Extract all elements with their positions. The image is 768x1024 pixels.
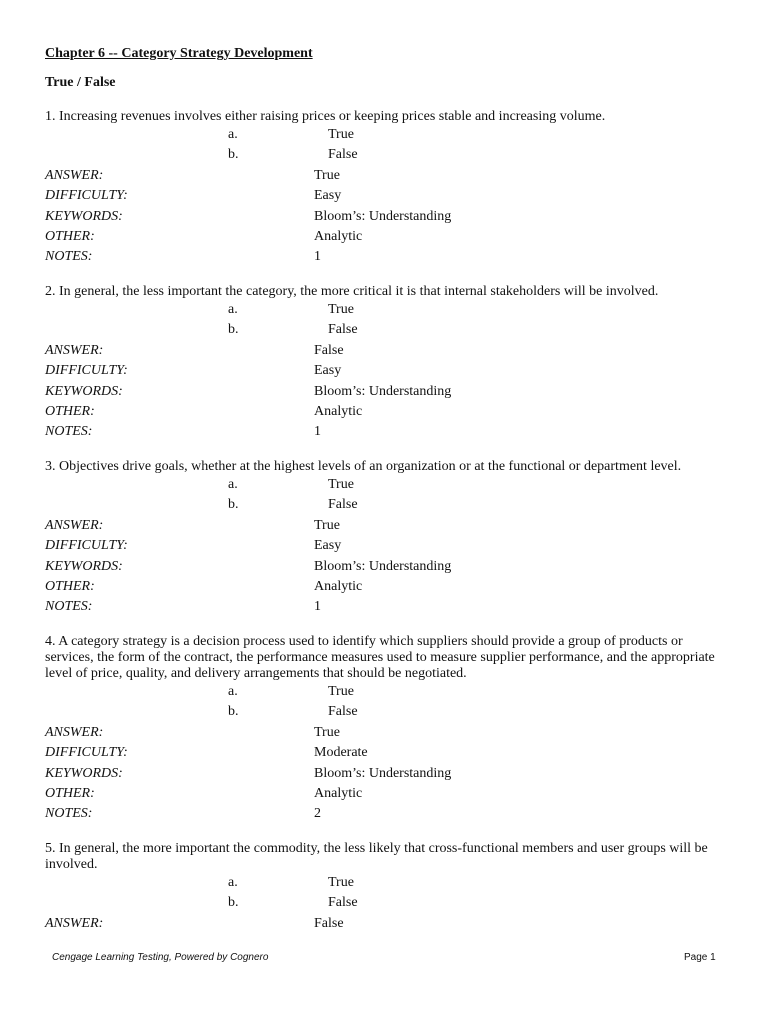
option-letter: b. <box>228 147 239 163</box>
notes-label: NOTES: <box>45 599 93 615</box>
other-label: OTHER: <box>45 403 95 419</box>
question-5 <box>0 841 768 934</box>
other-label: OTHER: <box>45 228 95 244</box>
answer-row <box>0 914 768 934</box>
keywords-row <box>0 382 768 402</box>
chapter-title: Chapter 6 -- Category Strategy Development <box>45 46 313 61</box>
option-text: False <box>328 497 358 513</box>
answer-label: ANSWER: <box>45 915 104 931</box>
option-b <box>0 702 768 722</box>
question-text: 1. Increasing revenues involves either raising prices or keeping prices stable and increasing volume. <box>45 109 606 124</box>
other-value: Analytic <box>314 403 363 419</box>
option-b <box>0 320 768 340</box>
option-b <box>0 893 768 913</box>
option-a <box>0 300 768 320</box>
difficulty-label: DIFFICULTY: <box>45 745 128 761</box>
difficulty-value: Easy <box>314 538 342 554</box>
notes-value: 1 <box>314 599 321 615</box>
notes-row <box>0 597 768 617</box>
option-letter: b. <box>228 497 239 513</box>
notes-row <box>0 804 768 824</box>
option-letter: a. <box>228 684 238 699</box>
other-row <box>0 402 768 422</box>
option-text: False <box>328 704 358 720</box>
keywords-label: KEYWORDS: <box>45 208 123 224</box>
question-2 <box>0 284 768 443</box>
difficulty-value: Easy <box>314 188 342 204</box>
option-letter: b. <box>228 322 239 338</box>
other-label: OTHER: <box>45 785 95 801</box>
question-text: 2. In general, the less important the category, the more critical it is that internal stakeholders will be involved. <box>45 284 659 299</box>
question-3 <box>0 459 768 618</box>
option-text: True <box>328 302 354 317</box>
footer-page-number: Page 1 <box>684 952 716 963</box>
question-1 <box>0 109 768 268</box>
other-row <box>0 227 768 247</box>
difficulty-value: Moderate <box>314 745 368 761</box>
notes-label: NOTES: <box>45 249 93 265</box>
option-text: True <box>328 127 354 142</box>
answer-value: False <box>314 342 344 358</box>
option-letter: b. <box>228 704 239 720</box>
keywords-value: Bloom’s: Understanding <box>314 765 452 781</box>
keywords-row <box>0 207 768 227</box>
other-label: OTHER: <box>45 578 95 594</box>
option-a <box>0 475 768 495</box>
difficulty-value: Easy <box>314 363 342 379</box>
option-letter: a. <box>228 477 238 492</box>
difficulty-row <box>0 186 768 206</box>
option-a <box>0 682 768 702</box>
option-a <box>0 873 768 893</box>
option-b <box>0 145 768 165</box>
difficulty-label: DIFFICULTY: <box>45 538 128 554</box>
question-4 <box>0 634 768 825</box>
question-text: 4. A category strategy is a decision process used to identify which suppliers should provide a group of products or services, the form of the contract, the performance measures used to measure supplier performance, and the appropriate level of price, quality, and delivery arrangements that should be negotiated. <box>45 634 715 681</box>
answer-value: False <box>314 915 344 931</box>
keywords-value: Bloom’s: Understanding <box>314 383 452 399</box>
keywords-label: KEYWORDS: <box>45 383 123 399</box>
option-text: True <box>328 684 354 699</box>
footer-publisher: Cengage Learning Testing, Powered by Cognero <box>52 952 269 963</box>
answer-value: True <box>314 517 340 533</box>
answer-row <box>0 341 768 361</box>
other-value: Analytic <box>314 228 363 244</box>
answer-value: True <box>314 167 340 183</box>
answer-label: ANSWER: <box>45 342 104 358</box>
answer-label: ANSWER: <box>45 517 104 533</box>
option-letter: b. <box>228 895 239 911</box>
keywords-value: Bloom’s: Understanding <box>314 208 452 224</box>
option-text: False <box>328 147 358 163</box>
answer-row <box>0 166 768 186</box>
other-value: Analytic <box>314 785 363 801</box>
notes-row <box>0 422 768 442</box>
notes-value: 1 <box>314 249 321 265</box>
option-a <box>0 125 768 145</box>
answer-label: ANSWER: <box>45 167 104 183</box>
difficulty-row <box>0 743 768 763</box>
notes-value: 1 <box>314 424 321 440</box>
option-text: True <box>328 875 354 890</box>
option-b <box>0 495 768 515</box>
section-title: True / False <box>45 75 116 90</box>
answer-row <box>0 723 768 743</box>
keywords-label: KEYWORDS: <box>45 558 123 574</box>
other-row <box>0 784 768 804</box>
option-letter: a. <box>228 875 238 890</box>
difficulty-row <box>0 536 768 556</box>
keywords-row <box>0 557 768 577</box>
keywords-label: KEYWORDS: <box>45 765 123 781</box>
option-text: False <box>328 322 358 338</box>
question-text: 3. Objectives drive goals, whether at the highest levels of an organization or at the functional or department level. <box>45 459 682 474</box>
keywords-row <box>0 764 768 784</box>
notes-row <box>0 247 768 267</box>
other-value: Analytic <box>314 578 363 594</box>
difficulty-label: DIFFICULTY: <box>45 188 128 204</box>
difficulty-label: DIFFICULTY: <box>45 363 128 379</box>
other-row <box>0 577 768 597</box>
notes-label: NOTES: <box>45 806 93 822</box>
option-letter: a. <box>228 127 238 142</box>
answer-value: True <box>314 724 340 740</box>
notes-value: 2 <box>314 806 321 822</box>
keywords-value: Bloom’s: Understanding <box>314 558 452 574</box>
answer-label: ANSWER: <box>45 724 104 740</box>
option-text: True <box>328 477 354 492</box>
notes-label: NOTES: <box>45 424 93 440</box>
option-letter: a. <box>228 302 238 317</box>
question-text: 5. In general, the more important the commodity, the less likely that cross-functional members and user groups will be involved. <box>45 841 708 872</box>
answer-row <box>0 516 768 536</box>
difficulty-row <box>0 361 768 381</box>
option-text: False <box>328 895 358 911</box>
